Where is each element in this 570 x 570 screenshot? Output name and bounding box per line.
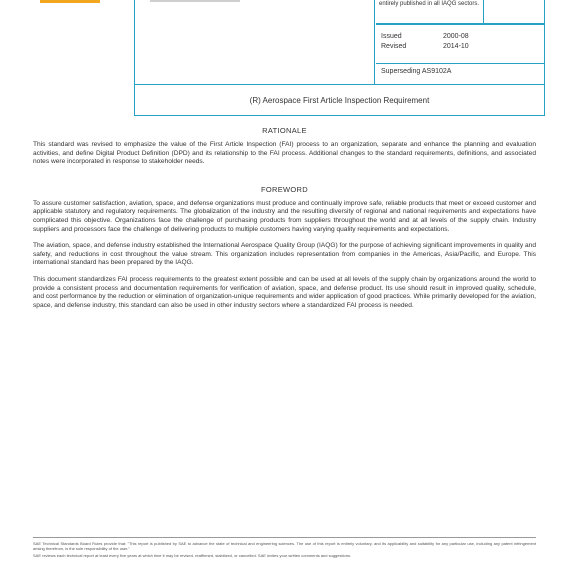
footer-line-1: SAE Technical Standards Board Rules provide that: "This report is published by SAE to advance the state of technical and engineering sciences. The use of this report is entirely voluntary, and its applicability and suitability for any particular use, including any patent infringement arising therefrom, is the sole responsibility of the user."	[33, 541, 536, 551]
footer-line-2: SAE reviews each technical report at least every five years at which time it may be revised, reaffirmed, stabilized, or cancelled. SAE invites your written comments and suggestions.	[33, 553, 352, 558]
foreword-paragraph-3: This document standardizes FAI process requirements to the greatest extent possible and can be used at all levels of the supply chain by organizations around the world to provide a consistent process and documentation requirements for verification of aviation, space, and defense product. Its use should result in improved quality, schedule, and cost performance by the reduction or elimination of organization-unique requirements and wider application of good practices. While primarily developed for the aviation, space, and defense industry, this standard can also be used in other industry sectors where a standardized FAI process is needed.	[33, 275, 536, 309]
header-corner-cell	[484, 0, 545, 24]
revised-label: Revised	[381, 43, 407, 50]
revised-row	[381, 43, 469, 50]
document-body	[33, 126, 536, 318]
section-heading-rationale: RATIONALE	[262, 126, 307, 135]
revised-value: 2014-10	[443, 43, 469, 50]
foreword-paragraph-1: To assure customer satisfaction, aviation, space, and defense organizations must produce and continually improve safe, reliable products that meet or exceed customer and applicable statutory and regulatory requirements. The globalization of the industry and the resulting diversity of regional and national requirements and expectations have complicated this objective. Organizations face the challenge of purchasing products from suppliers throughout the world and at all levels of the supply chain. Industry suppliers and processors face the challenge of delivering products to multiple customers having varying quality requirements and expectations.	[33, 199, 536, 233]
rationale-paragraph: This standard was revised to emphasize the value of the First Article Inspection (FAI) process to an organization, separate and enhance the planning and evaluation activities, and define Digital Product Definition (DPD) and its relationship to the FAI process. Additional changes to the standard requirements, definitions, and associated notes were incorporated in response to stakeholder needs.	[33, 141, 536, 166]
document-title: (R) Aerospace First Article Inspection Requirement	[135, 84, 544, 116]
superseding-note: Superseding AS9102A	[376, 63, 545, 85]
issued-label: Issued	[381, 33, 402, 40]
section-heading-foreword: FOREWORD	[261, 184, 308, 194]
header-dates	[376, 24, 545, 84]
foreword-paragraph-2: The aviation, space, and defense industry established the International Aerospace Quality Group (IAQG) for the purpose of achieving significant improvements in quality and safety, and reductions in cost throughout the value stream. This organization includes representation from companies in the Americas, Asia/Pacific, and Europe. This international standard has been prepared by the IAQG.	[33, 242, 536, 267]
issued-value: 2000-08	[443, 33, 469, 40]
publisher-logo	[40, 0, 100, 3]
issued-row	[381, 33, 469, 40]
document-footer	[33, 537, 536, 560]
header-note: entirely published in all IAQG sectors.	[376, 0, 484, 24]
header-left-cell	[135, 0, 375, 84]
document-header-box	[134, 0, 545, 116]
